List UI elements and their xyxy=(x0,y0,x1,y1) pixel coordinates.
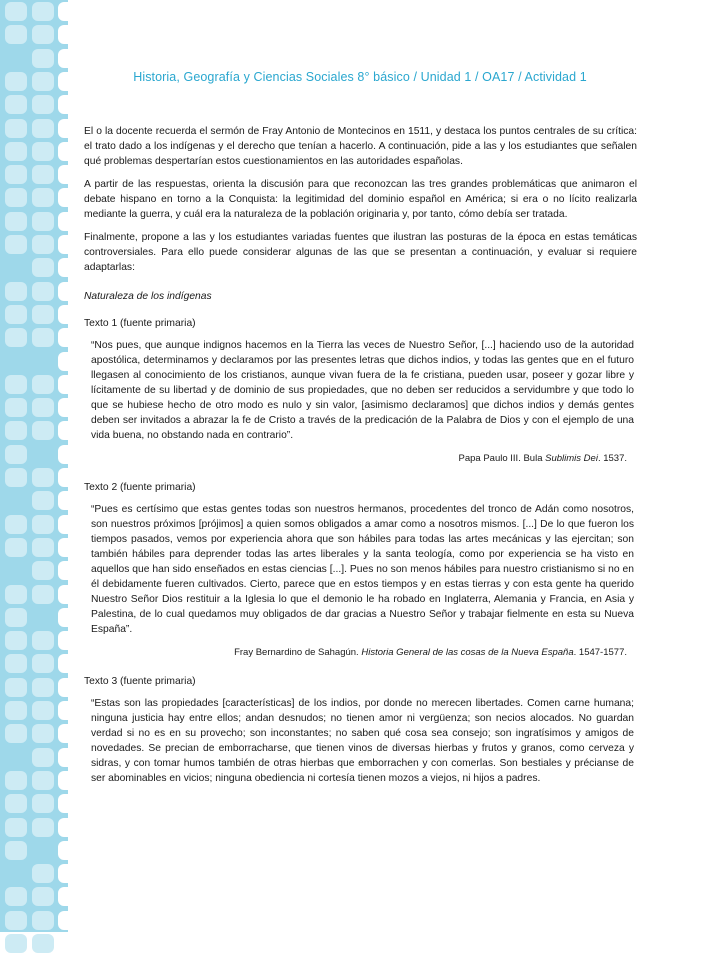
section-title: Naturaleza de los indígenas xyxy=(84,291,212,302)
strip-tile xyxy=(32,2,54,21)
intro-paragraph: El o la docente recuerda el sermón de Fray Antonio de Montecinos en 1511, y destaca los puntos centrales de su crítica: el trato dado a los indígenas y el derecho que tenían a hacerlo. A continuación, pide a las y los estudiantes que señalen qué problemas despertarían estos cuestionamientos en las autoridades españolas. xyxy=(84,126,637,167)
strip-notch xyxy=(58,491,74,510)
strip-tile xyxy=(32,748,54,767)
strip-tile xyxy=(32,25,54,44)
strip-tile xyxy=(32,235,54,254)
strip-tile xyxy=(32,864,54,883)
strip-tile xyxy=(32,212,54,231)
strip-tile xyxy=(5,701,27,720)
strip-tile xyxy=(5,421,27,440)
strip-notch xyxy=(58,818,74,837)
strip-tile xyxy=(5,212,27,231)
citation-author: Papa Paulo III. Bula xyxy=(458,453,546,464)
strip-tile xyxy=(32,258,54,277)
strip-tile xyxy=(32,654,54,673)
strip-notch xyxy=(58,748,74,767)
strip-tile xyxy=(5,887,27,906)
strip-tile xyxy=(32,142,54,161)
strip-tile xyxy=(32,282,54,301)
strip-notch xyxy=(58,95,74,114)
strip-tile xyxy=(5,678,27,697)
strip-tile xyxy=(32,771,54,790)
strip-notch xyxy=(58,2,74,21)
strip-notch xyxy=(58,585,74,604)
strip-notch xyxy=(58,212,74,231)
strip-tile xyxy=(5,165,27,184)
strip-notch xyxy=(58,631,74,650)
strip-tile xyxy=(5,119,27,138)
strip-tile xyxy=(32,119,54,138)
strip-tile xyxy=(5,724,27,743)
strip-notch xyxy=(58,724,74,743)
strip-tile xyxy=(5,95,27,114)
strip-notch xyxy=(58,258,74,277)
source-quote: “Nos pues, que aunque indignos hacemos en la Tierra las veces de Nuestro Señor, [...] haciendo uso de la autoridad apostólica, determinamos y declaramos por las presentes letras que dichos indios, y todas las gentes que en el futuro llegasen al conocimiento de los cristianos, aunque vivan fuera de la fe cristiana, pueden usar, poseer y gozar libre y lícitamente de su libertad y de dominio de sus propiedades, que no deben ser reducidos a servidumbre y que todo lo que se hubiese hecho de otro modo es nulo y sin valor, [asimismo declaramos] que dichos indios y demás gentes deben ser invitados a abrazar la fe de Cristo a través de la predicación de la Palabra de Dios y con el ejemplo de una vida buena, no obstando nada en contrario”. xyxy=(91,340,634,441)
strip-notch xyxy=(58,282,74,301)
strip-notch xyxy=(58,841,74,860)
strip-notch xyxy=(58,608,74,627)
strip-tile xyxy=(5,25,27,44)
strip-tile xyxy=(5,934,27,953)
strip-tile xyxy=(32,911,54,930)
strip-tile xyxy=(32,678,54,697)
strip-notch xyxy=(58,771,74,790)
strip-notch xyxy=(58,25,74,44)
strip-tile xyxy=(5,375,27,394)
strip-notch xyxy=(58,352,74,371)
strip-tile xyxy=(5,188,27,207)
strip-notch xyxy=(58,305,74,324)
source-label: Texto 3 (fuente primaria) xyxy=(84,676,196,687)
strip-tile xyxy=(5,445,27,464)
strip-tile xyxy=(32,468,54,487)
strip-notch xyxy=(58,561,74,580)
strip-tile xyxy=(32,585,54,604)
strip-notch xyxy=(58,678,74,697)
strip-notch xyxy=(58,864,74,883)
strip-tile xyxy=(32,724,54,743)
strip-notch xyxy=(58,188,74,207)
citation-author: Fray Bernardino de Sahagún. xyxy=(234,647,362,658)
strip-tile xyxy=(5,282,27,301)
strip-tile xyxy=(32,305,54,324)
strip-tile xyxy=(32,887,54,906)
strip-tile xyxy=(5,585,27,604)
strip-tile xyxy=(32,561,54,580)
strip-tile xyxy=(5,654,27,673)
citation-year: . 1547-1577. xyxy=(573,647,627,658)
strip-tile xyxy=(32,398,54,417)
strip-tile xyxy=(32,538,54,557)
strip-notch xyxy=(58,654,74,673)
strip-notch xyxy=(58,119,74,138)
strip-tile xyxy=(32,328,54,347)
intro-paragraph: Finalmente, propone a las y los estudiantes variadas fuentes que ilustran las posturas de la época en estas temáticas controversiales. Para ello puede considerar algunas de las que se presentan a continuación, y evaluar si requiere adaptarlas: xyxy=(84,232,637,273)
strip-tile xyxy=(32,491,54,510)
strip-tile xyxy=(5,608,27,627)
strip-tile xyxy=(32,49,54,68)
strip-tile xyxy=(5,794,27,813)
strip-notch xyxy=(58,328,74,347)
strip-notch xyxy=(58,515,74,534)
source-quote: “Pues es certísimo que estas gentes todas son nuestros hermanos, procedentes del tronco de Adán como nosotros, son nuestros próximos [prójimos] a quien somos obligados a amar como a nosotros mismos. [...] De lo que fueron los tiempos pasados, vemos por experiencia ahora que son hábiles para todas las artes mecánicas y las ejercitan; son también hábiles para deprender todas las artes liberales y la santa teología, como por experiencia se ha visto en aquellos que han sido enseñados en estas ciencias [...]. Pues no son menos hábiles para nuestro cristianismo si no en él debidamente fueren cultivados. Cierto, parece que en estos tiempos y en estas tierras y con esta gente ha querido Nuestro Señor Dios restituir a la Iglesia lo que el demonio le ha robado en Inglaterra, Alemania y Francia, en Asia y Palestina, de lo cual quedamos muy obligados de dar gracias a Nuestro Señor y trabajar fielmente en esta su Nueva España”. xyxy=(91,504,634,635)
strip-tile xyxy=(32,95,54,114)
citation-year: . 1537. xyxy=(597,453,627,464)
strip-tile xyxy=(32,701,54,720)
strip-notch xyxy=(58,235,74,254)
intro-paragraph: A partir de las respuestas, orienta la discusión para que reconozcan las tres grandes problemáticas que animaron el debate hispano en torno a la Conquista: la legitimidad del dominio español en América; si era o no lícito realizarla mediante la guerra, y cuál era la naturaleza de la población originaria y, por tanto, cómo debía ser tratada. xyxy=(84,179,637,220)
strip-notch xyxy=(58,468,74,487)
strip-notch xyxy=(58,398,74,417)
strip-notch xyxy=(58,49,74,68)
citation-work: Historia General de las cosas de la Nueva España xyxy=(361,647,574,658)
strip-notch xyxy=(58,375,74,394)
strip-tile xyxy=(5,398,27,417)
strip-tile xyxy=(32,375,54,394)
strip-tile xyxy=(32,188,54,207)
source-citation xyxy=(84,645,627,660)
strip-tile xyxy=(32,631,54,650)
strip-tile xyxy=(5,142,27,161)
source-citation xyxy=(84,451,627,466)
strip-notch xyxy=(58,701,74,720)
citation-work: Sublimis Dei xyxy=(545,453,598,464)
strip-tile xyxy=(5,538,27,557)
source-label: Texto 2 (fuente primaria) xyxy=(84,482,196,493)
strip-tile xyxy=(5,911,27,930)
strip-notch xyxy=(58,445,74,464)
decorative-side-strip xyxy=(0,0,68,932)
strip-tile xyxy=(32,165,54,184)
strip-tile xyxy=(5,328,27,347)
strip-notch xyxy=(58,538,74,557)
strip-tile xyxy=(32,818,54,837)
strip-notch xyxy=(58,887,74,906)
strip-notch xyxy=(58,421,74,440)
strip-tile xyxy=(5,468,27,487)
strip-tile xyxy=(32,934,54,953)
strip-tile xyxy=(5,305,27,324)
strip-notch xyxy=(58,934,74,953)
strip-tile xyxy=(5,841,27,860)
strip-tile xyxy=(32,515,54,534)
strip-tile xyxy=(5,631,27,650)
strip-notch xyxy=(58,142,74,161)
source-quote: “Estas son las propiedades [características] de los indios, por donde no merecen libertades. Comen carne humana; ninguna justicia hay entre ellos; andan desnudos; no tienen amor ni vergüenza; son necios alocados. No guardan verdad si no es en su provecho; son inconstantes; no saben qué cosa sea consejo; son ingratísimos y amigos de novedades. Se precian de emborracharse, que tienen vinos de diversas hierbas y frutos y granos, como cerveza y sidras, y con tomar humos también de otras hierbas que emborrachen y con comerlas. Son bestiales y précianse de ser abominables en vicios; ninguna obediencia ni cortesía tienen mozos a viejos, ni hijos a padres. xyxy=(91,698,634,784)
strip-tile xyxy=(5,818,27,837)
strip-tile xyxy=(5,235,27,254)
strip-notch xyxy=(58,165,74,184)
strip-tile xyxy=(5,515,27,534)
strip-tile xyxy=(5,771,27,790)
strip-notch xyxy=(58,911,74,930)
strip-tile xyxy=(5,2,27,21)
strip-tile xyxy=(32,794,54,813)
document-body xyxy=(84,124,637,786)
strip-notch xyxy=(58,794,74,813)
page-title: Historia, Geografía y Ciencias Sociales 8° básico / Unidad 1 / OA17 / Actividad 1 xyxy=(133,70,587,84)
source-label: Texto 1 (fuente primaria) xyxy=(84,318,196,329)
strip-tile xyxy=(32,421,54,440)
